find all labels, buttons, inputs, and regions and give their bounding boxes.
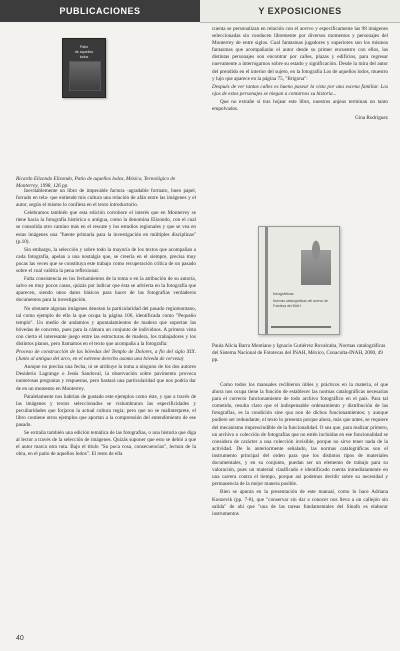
right-column-top: [212, 26, 388, 122]
book1-caption: Ricardo Elizondo Elizondo, Patio de aquellos lodos, México, Tecnológico de Monterrey, 1998, 126 pp.: [16, 176, 176, 189]
paragraph: No obstante algunas imágenes denotan la particularidad del pasado regiomontano, tal como ejemplo de ello la que ocupa la página 106, identificada como "Pequeño templo". Un medio de andamios y apuntalamientos de madera que soportan las bóvedas de concreto, pues para la cámara un conjunto de individuos. A primera vista con cierta el interesante juego entre las estructuras de madera, los trabajadores y los distintos planos, pero llamamos en el texto que acompaña a la fotografía:: [16, 305, 196, 347]
paragraph: Bien se apunta en la presentación de este manual, como lo hace Adriana Konzevik (pp. 7-8), que "conservar sin dar a conocer nos lleva a un callejón sin salida" de ahí que "una de las tareas fundamentales del Sinafo es elaborar instrumentos: [212, 489, 388, 517]
book2-caption: Paula Alicia Barra Montiano y Ignacio Gutiérrez Ruvalcaba, Normas catalográficas del Sistema Nacional de Fototecas del INAH, México, Conaculta-INAH, 2000, 49 pp.: [212, 343, 386, 363]
paragraph: Paralelamente nos habrían de gustado este ejemplos como éste, y que a través de las imágenes y textos seleccionados se vislumbraran las especificidades y peculiaridades que forjaron la actual cultura regia; pero que no se malinterprete, el libro contiene otros ejemplos que aportan a la comprensión del entendimiento de ese pasado.: [16, 393, 196, 428]
book-cover-title: fotográficas: [273, 291, 294, 296]
book-cover-title-line3: lodos: [79, 55, 89, 59]
paragraph: cuenta se personalizan en relación con el acervo y específicamente las 98 imágenes seleccionadas sin conducen libremente por diversos momentos y personajes del Monterrey de entre siglos. Cual fantasmas jugadores y superiores son los mismos fantasmas que acompañarán el autor desde su primer encuentro con ellos, las distintas personajes son encontrar por calles, plazas y edificios, para regresar nuevamente a interrogarnos sobre su estado y significación. Desde la mira del autor del prendido en el interior del sujeto, en la fotografía Los de aquellos lodos, muestro y lujo que aparece en la página 75, "Brigona":: [212, 26, 388, 82]
section-label-exposiciones: Y EXPOSICIONES: [200, 0, 400, 23]
book-spine-stripe: [265, 227, 268, 334]
quote-block: Después de ver tantas calles es bueno pasear la vista por una escena familiar. Los ojos de estos personajes se niegan a contarnos su historia...: [212, 83, 388, 97]
quote-block: Proceso de construcción de las bóvedas del Templo de Dolores, a fin del siglo XIX. (Junto al antiguo del arco, en el extremo derecho asoma una bóveda de cerveza): [16, 349, 196, 363]
author-signature: Gina Rodríguez: [355, 115, 388, 122]
book-cover-subtitle: Normas catalográficas del acervo de Fototeca del INAH: [273, 299, 329, 308]
right-column-bottom: [212, 382, 388, 519]
left-column: [16, 188, 196, 459]
book-cover-figure: [301, 235, 331, 285]
paragraph: Se extraña también una edición temática de las fotografías, o una historia que diga al lector a través de la selección de imágenes. Quizás suponer que esto se debió a que el autor marca otra ruta. Bajo el título "Su poca cosa, consecuencias", lectura de la obra, en el patio de aquellos lodos". El resto de ella: [16, 430, 196, 458]
paragraph: Sin embargo, la selección y sobre todo la mayoría de los textos que acompañan a cada fotografía, apelan a una nostalgia que, se creería en el siempre, precisa muy pocas las veces que se constituya este trabajo como recuperación crítica de un pasado sobre el cual valdría la pena reflexionar.: [16, 246, 196, 275]
paragraph: Aunque no precisa una fecha, ni se atribuye la toma a ninguno de los dos autores Desiderio Lagrange o Jesús Sandoval, la observación sobre pavimento provoca numerosas preguntas y respuestas, pero bastará una particularidad que nos podría dar de en un momento en Monterrey.: [16, 364, 196, 392]
paragraph: Falta consistencia en los fechamientos de la toma o en la atribución de su autoría, salvo en muy pocos casos, quizás por indicar que ésta se advierta en la fotografía que aparecen, siendo unos datos básicos para hacer de las fotografías verdaderos documentos para la investigación.: [16, 276, 196, 304]
book-cover-title-line2: de aquellos: [74, 50, 94, 54]
paragraph: Celebramos también que esta edición corrobore el interés que en Monterrey se tiene hacia la fotografía histórica o antigua, como la denomina Elizondo, con el cual se consolida otro camino más en el rescate y los estudios regionales y que se vea en estas imágenes una "fuente primaria para la investigación en múltiples disciplinas" (p.10).: [16, 210, 196, 245]
page-header: [0, 0, 400, 22]
book-cover-photo: [69, 61, 101, 91]
book-cover-bar: [271, 326, 331, 328]
book-cover-normas: [258, 226, 340, 335]
page-number: 40: [16, 635, 24, 642]
book-cover-title-line1: Patio: [79, 45, 89, 49]
paragraph: Inevitablemente un libro de impecable factura -agradable formato, buen papel, forrado en tela- que entiende mis cultura una relación de afán entre las imágenes y el autor, según el mismo lo confiesa en el texto introductorio.: [16, 188, 196, 209]
paragraph: Como todos los manuales recibieron útiles y prácticos en la materia, el que ahora nos ocupa tiene la función de establecer las normas catalográficas necesarias para el correcto funcionamiento de todo archivo fotográfico en el país. Para tal cometido, resulta claro que el indispensable ordenamiento y distribución de las fotografías, es la condición sine qua non de dichos funcionamientos; y aunque pudiere ser redundante, el texto lo presenta porque ahora, más que antes, se requiere del mecanismo imprescindible de la funcionalidad. O sea que, para realizar primero, un archivo o colección de fotografías que no estén incluidas en ese funcionalidad se considera de carácter a una colección invisible, porque no sirve tener nada de la actividad. De lo anteriormente señalado, las normas catalográficas son el instrumento principal del orden para que los distintos tipos de materiales documentales, y en su conjunto, puedan ser un elemento de trabajo para su valoración, pues un material clasificado e identificado cuenta inmediatamente en una carrera contra el tiempo, porque así podemos decidir sobre su necesidad y permanencia de la mejor manera posible.: [212, 382, 388, 488]
paragraph: Que no extrañe si tras hojear este libro, nuestros anjeus terminan un tanto empolvados.: [212, 98, 388, 113]
section-label-publicaciones: PUBLICACIONES: [0, 0, 200, 22]
book-cover-patio: [62, 38, 106, 98]
